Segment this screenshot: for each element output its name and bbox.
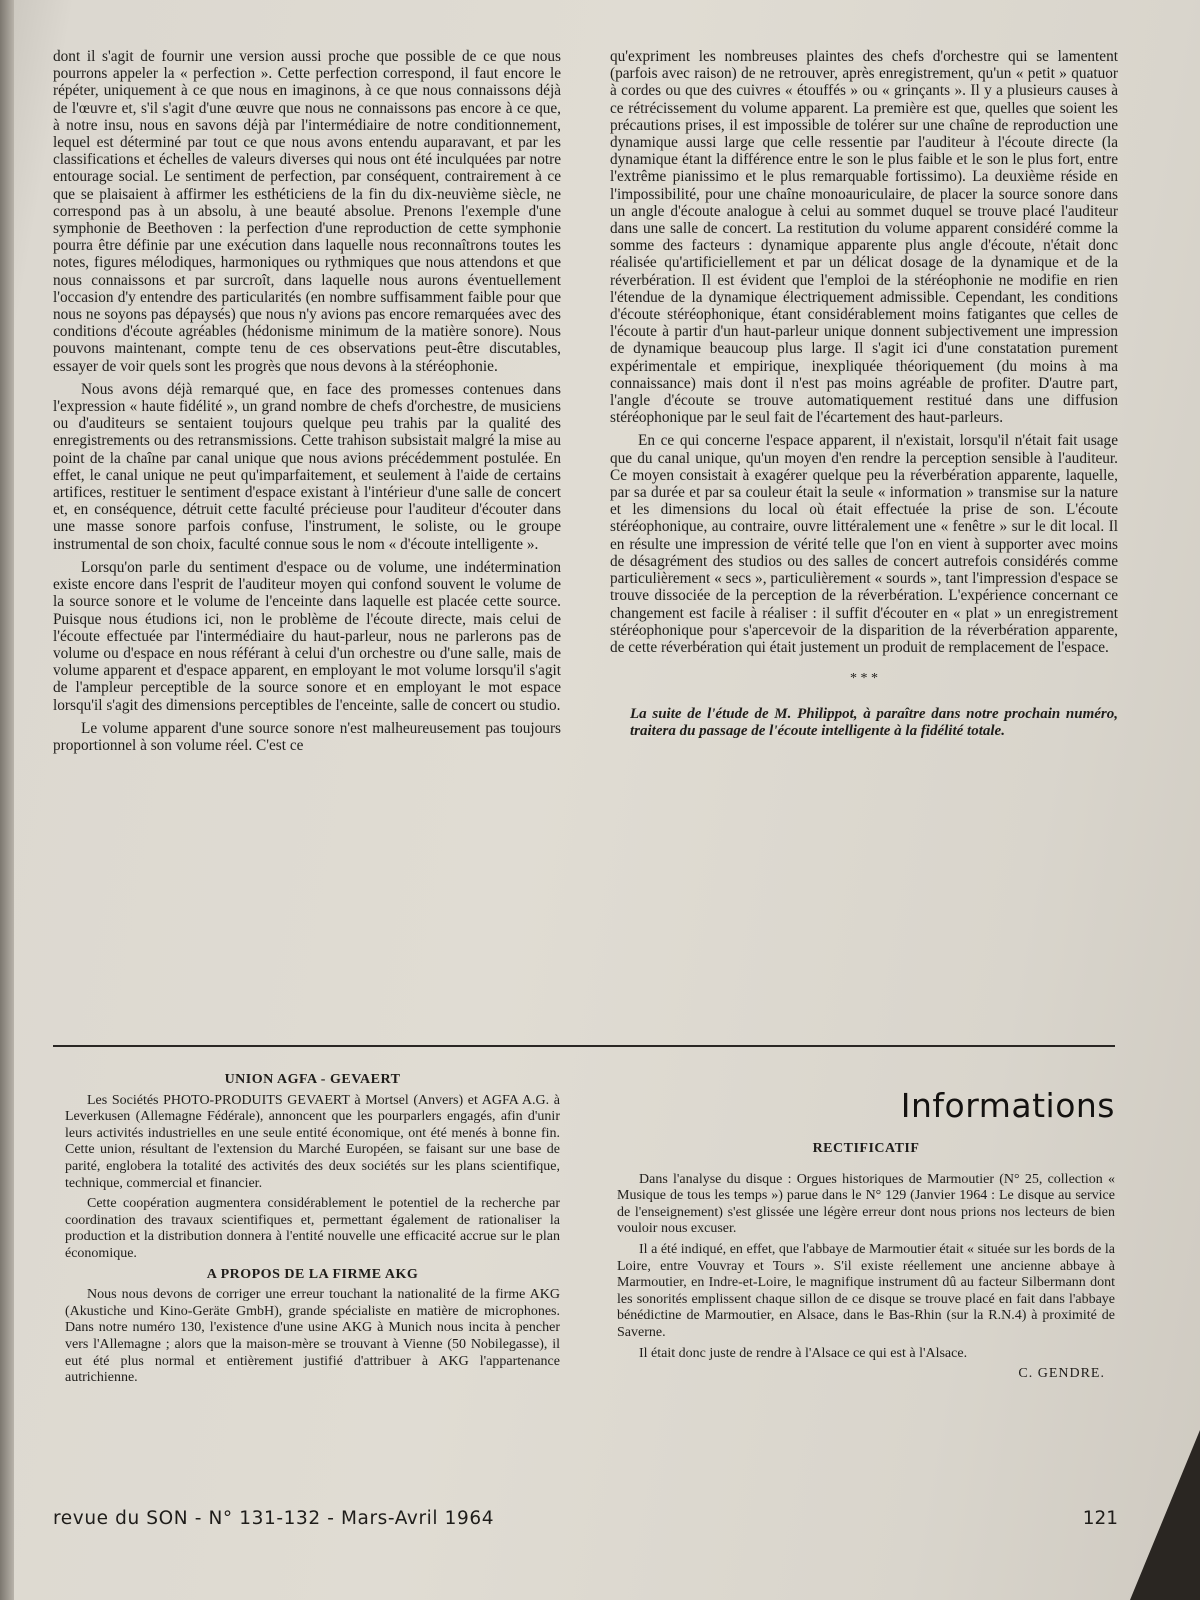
page-binding-shadow [0, 0, 14, 1600]
rectificatif-heading: RECTIFICATIF [812, 1141, 920, 1156]
informations-paragraph: Il était donc juste de rendre à l'Alsace ce qui est à l'Alsace. [639, 1345, 968, 1361]
article-paragraph: En ce qui concerne l'espace apparent, il n'existait, lorsqu'il n'était fait usage que du canal unique, qu'un moyen d'en rendre la perception sensible à l'auditeur. Ce moyen consistait à exagérer quelque peu la réverbération apparente, laquelle, par sa durée et par sa couleur était la seule « information » transmise sur la nature et les dimensions du local où était effectuée la prise de son. L'écoute stéréophonique, au contraire, ouvre littéralement une « fenêtre » sur le dit local. Il en résulte une impression de vérité telle que l'on en vient à supporter avec moins de désagrément des studios ou des salles de concert autrefois considérés comme particulièrement « secs », particulièrement « sourds », tant l'impression d'espace se trouve dissociée de la perception de la réverbération. L'expérience concernant ce changement est facile à réaliser : il suffit d'écouter en « plat » un enregistrement stéréophonique pour s'apercevoir de la disparition de la réverbération apparente, de cette réverbération qui était justement un produit de remplacement de l'espace. [610, 432, 1118, 656]
section-separator-stars: * * * [850, 671, 878, 687]
page-number: 121 [1082, 1508, 1118, 1529]
informations-paragraph: Dans l'analyse du disque : Orgues historiques de Marmoutier (N° 25, collection « Musique de tous les temps ») parue dans le N° 129 (Janvier 1964 : Le disque au service de l'enseignement) s'est glissée une légère erreur dont nous prions nos lecteurs de bien vouloir nous excuser. [617, 1171, 1115, 1237]
article-paragraph: qu'expriment les nombreuses plaintes des chefs d'orchestre qui se lamentent (parfois avec raison) de ne retrouver, après enregistrement, qu'un « petit » quatuor à cordes ou que des cuivres « étouffés » ou « grinçants ». Il y a plusieurs causes à ce rétrécissement du volume apparent. La première est que, quelles que soient les précautions prises, il est impossible de tolérer sur une chaîne de reproduction une dynamique aussi large que celle ressentie par l'auditeur à l'écoute directe (la dynamique étant la différence entre le son le plus faible et le son le plus fort, entre l'extrême pianissimo et le plus remarquable fortissimo). La deuxième réside en l'impossibilité, pour une chaîne monoauriculaire, de placer la source sonore dans un angle d'écoute analogue à celui au sommet duquel se trouve placé l'auditeur dans une salle de concert. La restitution du volume apparent considéré comme la somme des facteurs : dynamique apparente plus angle d'écoute, n'était donc réalisée qu'artificiellement et par un délicat dosage de la dynamique et de la réverbération. Il est évident que l'emploi de la stéréophonie ne modifie en rien l'étendue de la dynamique électriquement admissible. Cependant, les conditions d'écoute stéréophonique, étant considérablement moins fatigantes que celles de l'écoute à partir d'un haut-parleur unique donnent subjectivement une impression de dynamique beaucoup plus large. Il s'agit ici d'une constatation purement expérimentale et empirique, inexpliquée théoriquement (du moins à ma connaissance) mais dont il n'est pas moins agréable de profiter. D'autre part, l'angle d'écoute se trouve automatiquement restitué dans une diffusion stéréophonique par le seul fait de l'écartement des haut-parleurs. [610, 48, 1118, 427]
news-column [65, 1072, 560, 1391]
continuation-note: La suite de l'étude de M. Philippot, à paraître dans notre prochain numéro, traitera du passage de l'écoute intelligente à la fidélité totale. [630, 706, 1118, 740]
informations-title: Informations [900, 1086, 1115, 1125]
article-paragraph: dont il s'agit de fournir une version aussi proche que possible de ce que nous pourrons appeler la « perfection ». Cette perfection correspond, il faut encore le répéter, uniquement à ce que nous en imaginons, à ce que nous connaissons déjà de l'œuvre et, s'il s'agit d'une œuvre que nous ne connaissons pas encore à ce que, à notre insu, nous en savons déjà par l'intermédiaire de notre conditionnement, lequel est déterminé par tout ce que nous avons entendu auparavant, et par les classifications et échelles de valeurs diverses qui nous ont été inculquées par notre entourage social. Le sentiment de perfection, par conséquent, contrairement à ce que se plaisaient à affirmer les esthéticiens de la fin du dix-neuvième siècle, ne correspond pas à un absolu, à une beauté absolue. Prenons l'exemple d'une symphonie de Beethoven : la perfection d'une reproduction de cette symphonie pourra être définie par une exécution dans laquelle nous reconnaîtrons toutes les notes, figures mélodiques, harmoniques ou rythmiques que nous attendons et que nous connaissons et par surcroît, dans laquelle nous aurons éventuellement l'occasion d'y entendre des particularités (en nombre suffisamment faible pour que nous ne soyons pas dépaysés) que nous n'y avions pas encore remarquées avec des conditions d'écoute agréables (hédonisme minimum de la matière sonore). Nous pouvons maintenant, compte tenu de ces observations peut-être discutables, essayer de voir quels sont les progrès que nous devons à la stéréophonie. [53, 48, 561, 375]
informations-paragraph: Il a été indiqué, en effet, que l'abbaye de Marmoutier était « située sur les bords de la Loire, entre Vouvray et Tours ». S'il existe réellement une ancienne abbaye à Marmoutier, en Indre-et-Loire, le magnifique instrument dû au facteur Silbermann dont les sonorités emplissent chaque sillon de ce disque se trouve placé en fait dans l'abbaye bénédictine de Marmoutier, en Alsace, dans le Bas-Rhin (sur la R.N.4) à proximité de Saverne. [617, 1241, 1115, 1340]
article-paragraph: Nous avons déjà remarqué que, en face des promesses contenues dans l'expression « haute fidélité », un grand nombre de chefs d'orchestre, de musiciens ou d'auditeurs se sentaient toujours quelque peu trahis par la qualité des enregistrements ou des retransmissions. Cette trahison subsistait malgré la mise au point de la chaîne par canal unique que nous avions précédemment postulée. En effet, le canal unique ne peut qu'imparfaitement, et seulement à l'aide de certains artifices, restituer le sentiment d'espace existant à l'intérieur d'une salle de concert et, en conséquence, détruit cette faculté précieuse pour l'auditeur d'écouter dans une masse sonore parfois confuse, l'instrument, le soliste, ou le groupe instrumental de son choix, faculté connue sous le nom « d'écoute intelligente ». [53, 380, 561, 553]
news-paragraph: Cette coopération augmentera considérablement le potentiel de la recherche par coordination des travaux scientifiques et, permettant également de rationaliser la production et la distribution donnera à l'entité nouvelle une efficacité accrue sur le plan économique. [65, 1196, 560, 1261]
publication-footer: revue du SON - N° 131-132 - Mars-Avril 1964 [53, 1508, 495, 1529]
horizontal-rule [53, 1045, 1115, 1047]
signature: C. GENDRE. [1018, 1366, 1105, 1382]
akg-heading: A PROPOS DE LA FIRME AKG [206, 1266, 419, 1282]
article-left-column [53, 48, 561, 760]
union-heading: UNION AGFA - GEVAERT [224, 1072, 401, 1087]
news-paragraph: Nous nous devons de corriger une erreur touchant la nationalité de la firme AKG (Akustiche und Kino-Geräte GmbH), grande spécialiste en matière de microphones. Dans notre numéro 130, l'existence d'une usine AKG à Munich nous incita à pencher vers l'Allemagne ; alors que la maison-mère se trouvant à Vienne (50 Nobilegasse), il eut été plus normal et entièrement justifié d'attribuer à AKG l'appartenance autrichienne. [65, 1287, 560, 1386]
informations-column [617, 1083, 1115, 1383]
article-paragraph: Lorsqu'on parle du sentiment d'espace ou de volume, une indétermination existe encore dans l'esprit de l'auditeur moyen qui confond souvent le volume de la source sonore et le volume de l'enceinte dans laquelle est placée cette source. Puisque nous étudions ici, non le problème de l'écoute directe, mais celui de l'écoute effectuée par l'intermédiaire du haut-parleur, nous ne parlerons pas de volume ou d'espace en nous référant à celui d'un orchestre ou d'une salle, mais de volume apparent et d'espace apparent, en employant le mot volume lorsqu'il s'agit de l'ampleur perceptible de la source sonore et en employant le mot espace lorsqu'il s'agit des dimensions perceptibles de l'enceinte, salle de concert ou studio. [53, 558, 561, 714]
article-paragraph: Le volume apparent d'une source sonore n'est malheureusement pas toujours proportionnel à son volume réel. C'est ce [53, 719, 561, 754]
page-corner-shadow [1130, 1430, 1200, 1600]
article-right-column [610, 48, 1118, 740]
news-paragraph: Les Sociétés PHOTO-PRODUITS GEVAERT à Mortsel (Anvers) et AGFA A.G. à Leverkusen (Allemagne Fédérale), annoncent que les pourparlers engagés, afin d'unir leurs activités industrielles en une seule entité économique, ont été menés à bonne fin. Cette union, résultant de l'extension du Marché Européen, se faisant sur une base de parité, englobera la totalité des activités des deux sociétés sur les plans scientifique, technique, commercial et financier. [65, 1092, 560, 1191]
